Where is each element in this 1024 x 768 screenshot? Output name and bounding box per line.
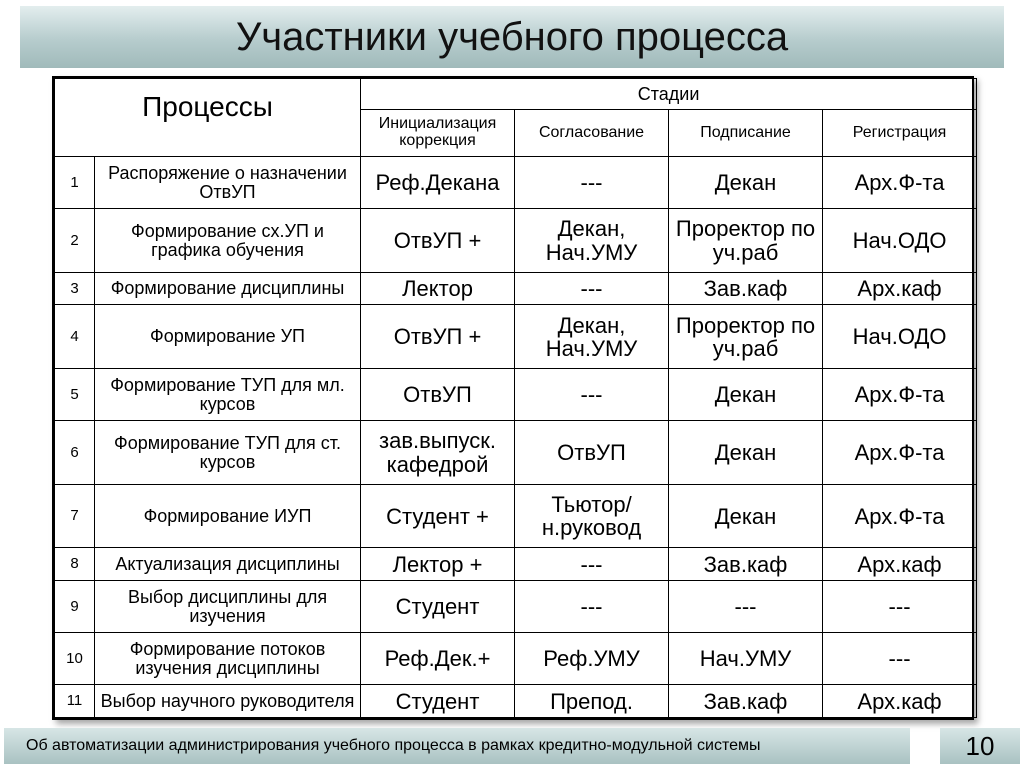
table-row — [55, 484, 977, 548]
cell-registration: Нач.ОДО — [823, 209, 977, 273]
cell-registration: --- — [823, 633, 977, 685]
cell-approval: --- — [515, 580, 669, 632]
cell-init: ОтвУП — [361, 368, 515, 420]
row-number: 1 — [55, 157, 95, 209]
cell-init: Реф.Декана — [361, 157, 515, 209]
cell-registration: Арх.Ф-та — [823, 421, 977, 485]
cell-approval: --- — [515, 368, 669, 420]
cell-signing: Декан — [669, 157, 823, 209]
cell-registration: --- — [823, 580, 977, 632]
process-name: Формирование потоков изучения дисциплины — [95, 633, 361, 685]
table-row — [55, 580, 977, 632]
table-row — [55, 548, 977, 580]
row-number: 9 — [55, 580, 95, 632]
cell-init: ОтвУП + — [361, 209, 515, 273]
cell-approval: Декан, Нач.УМУ — [515, 305, 669, 369]
stage-header-init: Инициализация коррекция — [361, 110, 515, 157]
cell-approval: Препод. — [515, 685, 669, 718]
page-number: 10 — [940, 728, 1020, 764]
table-row — [55, 157, 977, 209]
row-number: 7 — [55, 484, 95, 548]
process-name: Формирование дисциплины — [95, 272, 361, 304]
cell-init: Студент — [361, 685, 515, 718]
cell-approval: Тьютор/ н.руковод — [515, 484, 669, 548]
table-row — [55, 685, 977, 718]
row-number: 10 — [55, 633, 95, 685]
cell-registration: Арх.Ф-та — [823, 157, 977, 209]
row-number: 3 — [55, 272, 95, 304]
cell-registration: Нач.ОДО — [823, 305, 977, 369]
process-name: Формирование УП — [95, 305, 361, 369]
process-name: Выбор научного руководителя — [95, 685, 361, 718]
process-name: Формирование ИУП — [95, 484, 361, 548]
process-name: Актуализация дисциплины — [95, 548, 361, 580]
row-number: 8 — [55, 548, 95, 580]
table-row — [55, 633, 977, 685]
process-name: Формирование сх.УП и графика обучения — [95, 209, 361, 273]
cell-registration: Арх.каф — [823, 685, 977, 718]
table-row — [55, 209, 977, 273]
table-row — [55, 305, 977, 369]
stage-header-signing: Подписание — [669, 110, 823, 157]
stage-header-approval: Согласование — [515, 110, 669, 157]
cell-signing: Зав.каф — [669, 272, 823, 304]
table-row — [55, 272, 977, 304]
processes-header: Процессы — [55, 79, 361, 157]
table-row — [55, 421, 977, 485]
cell-signing: Зав.каф — [669, 548, 823, 580]
cell-registration: Арх.Ф-та — [823, 484, 977, 548]
row-number: 2 — [55, 209, 95, 273]
cell-approval: Декан, Нач.УМУ — [515, 209, 669, 273]
title-bar — [20, 6, 1004, 68]
process-name: Формирование ТУП для мл. курсов — [95, 368, 361, 420]
stages-header: Стадии — [361, 79, 977, 110]
table-row — [55, 368, 977, 420]
participants-table — [54, 78, 977, 718]
cell-approval: Реф.УМУ — [515, 633, 669, 685]
cell-registration: Арх.Ф-та — [823, 368, 977, 420]
cell-approval: ОтвУП — [515, 421, 669, 485]
cell-approval: --- — [515, 157, 669, 209]
cell-signing: Декан — [669, 421, 823, 485]
cell-signing: Декан — [669, 484, 823, 548]
cell-registration: Арх.каф — [823, 272, 977, 304]
cell-init: Лектор — [361, 272, 515, 304]
cell-signing: Зав.каф — [669, 685, 823, 718]
cell-init: Лектор + — [361, 548, 515, 580]
cell-signing: --- — [669, 580, 823, 632]
row-number: 6 — [55, 421, 95, 485]
footer-bar — [4, 728, 910, 764]
participants-table-container — [52, 76, 974, 720]
process-name: Выбор дисциплины для изучения — [95, 580, 361, 632]
cell-init: Студент + — [361, 484, 515, 548]
row-number: 11 — [55, 685, 95, 718]
footer-text: Об автоматизации администрирования учебного процесса в рамках кредитно-модульной системы — [26, 737, 761, 754]
cell-init: зав.выпуск. кафедрой — [361, 421, 515, 485]
row-number: 4 — [55, 305, 95, 369]
process-name: Формирование ТУП для ст. курсов — [95, 421, 361, 485]
cell-init: Реф.Дек.+ — [361, 633, 515, 685]
slide-title: Участники учебного процесса — [235, 14, 789, 59]
cell-signing: Проректор по уч.раб — [669, 209, 823, 273]
cell-signing: Проректор по уч.раб — [669, 305, 823, 369]
stage-header-registration: Регистрация — [823, 110, 977, 157]
cell-signing: Нач.УМУ — [669, 633, 823, 685]
row-number: 5 — [55, 368, 95, 420]
cell-approval: --- — [515, 548, 669, 580]
cell-signing: Декан — [669, 368, 823, 420]
table-body — [55, 157, 977, 718]
cell-registration: Арх.каф — [823, 548, 977, 580]
cell-approval: --- — [515, 272, 669, 304]
cell-init: ОтвУП + — [361, 305, 515, 369]
cell-init: Студент — [361, 580, 515, 632]
process-name: Распоряжение о назначении ОтвУП — [95, 157, 361, 209]
